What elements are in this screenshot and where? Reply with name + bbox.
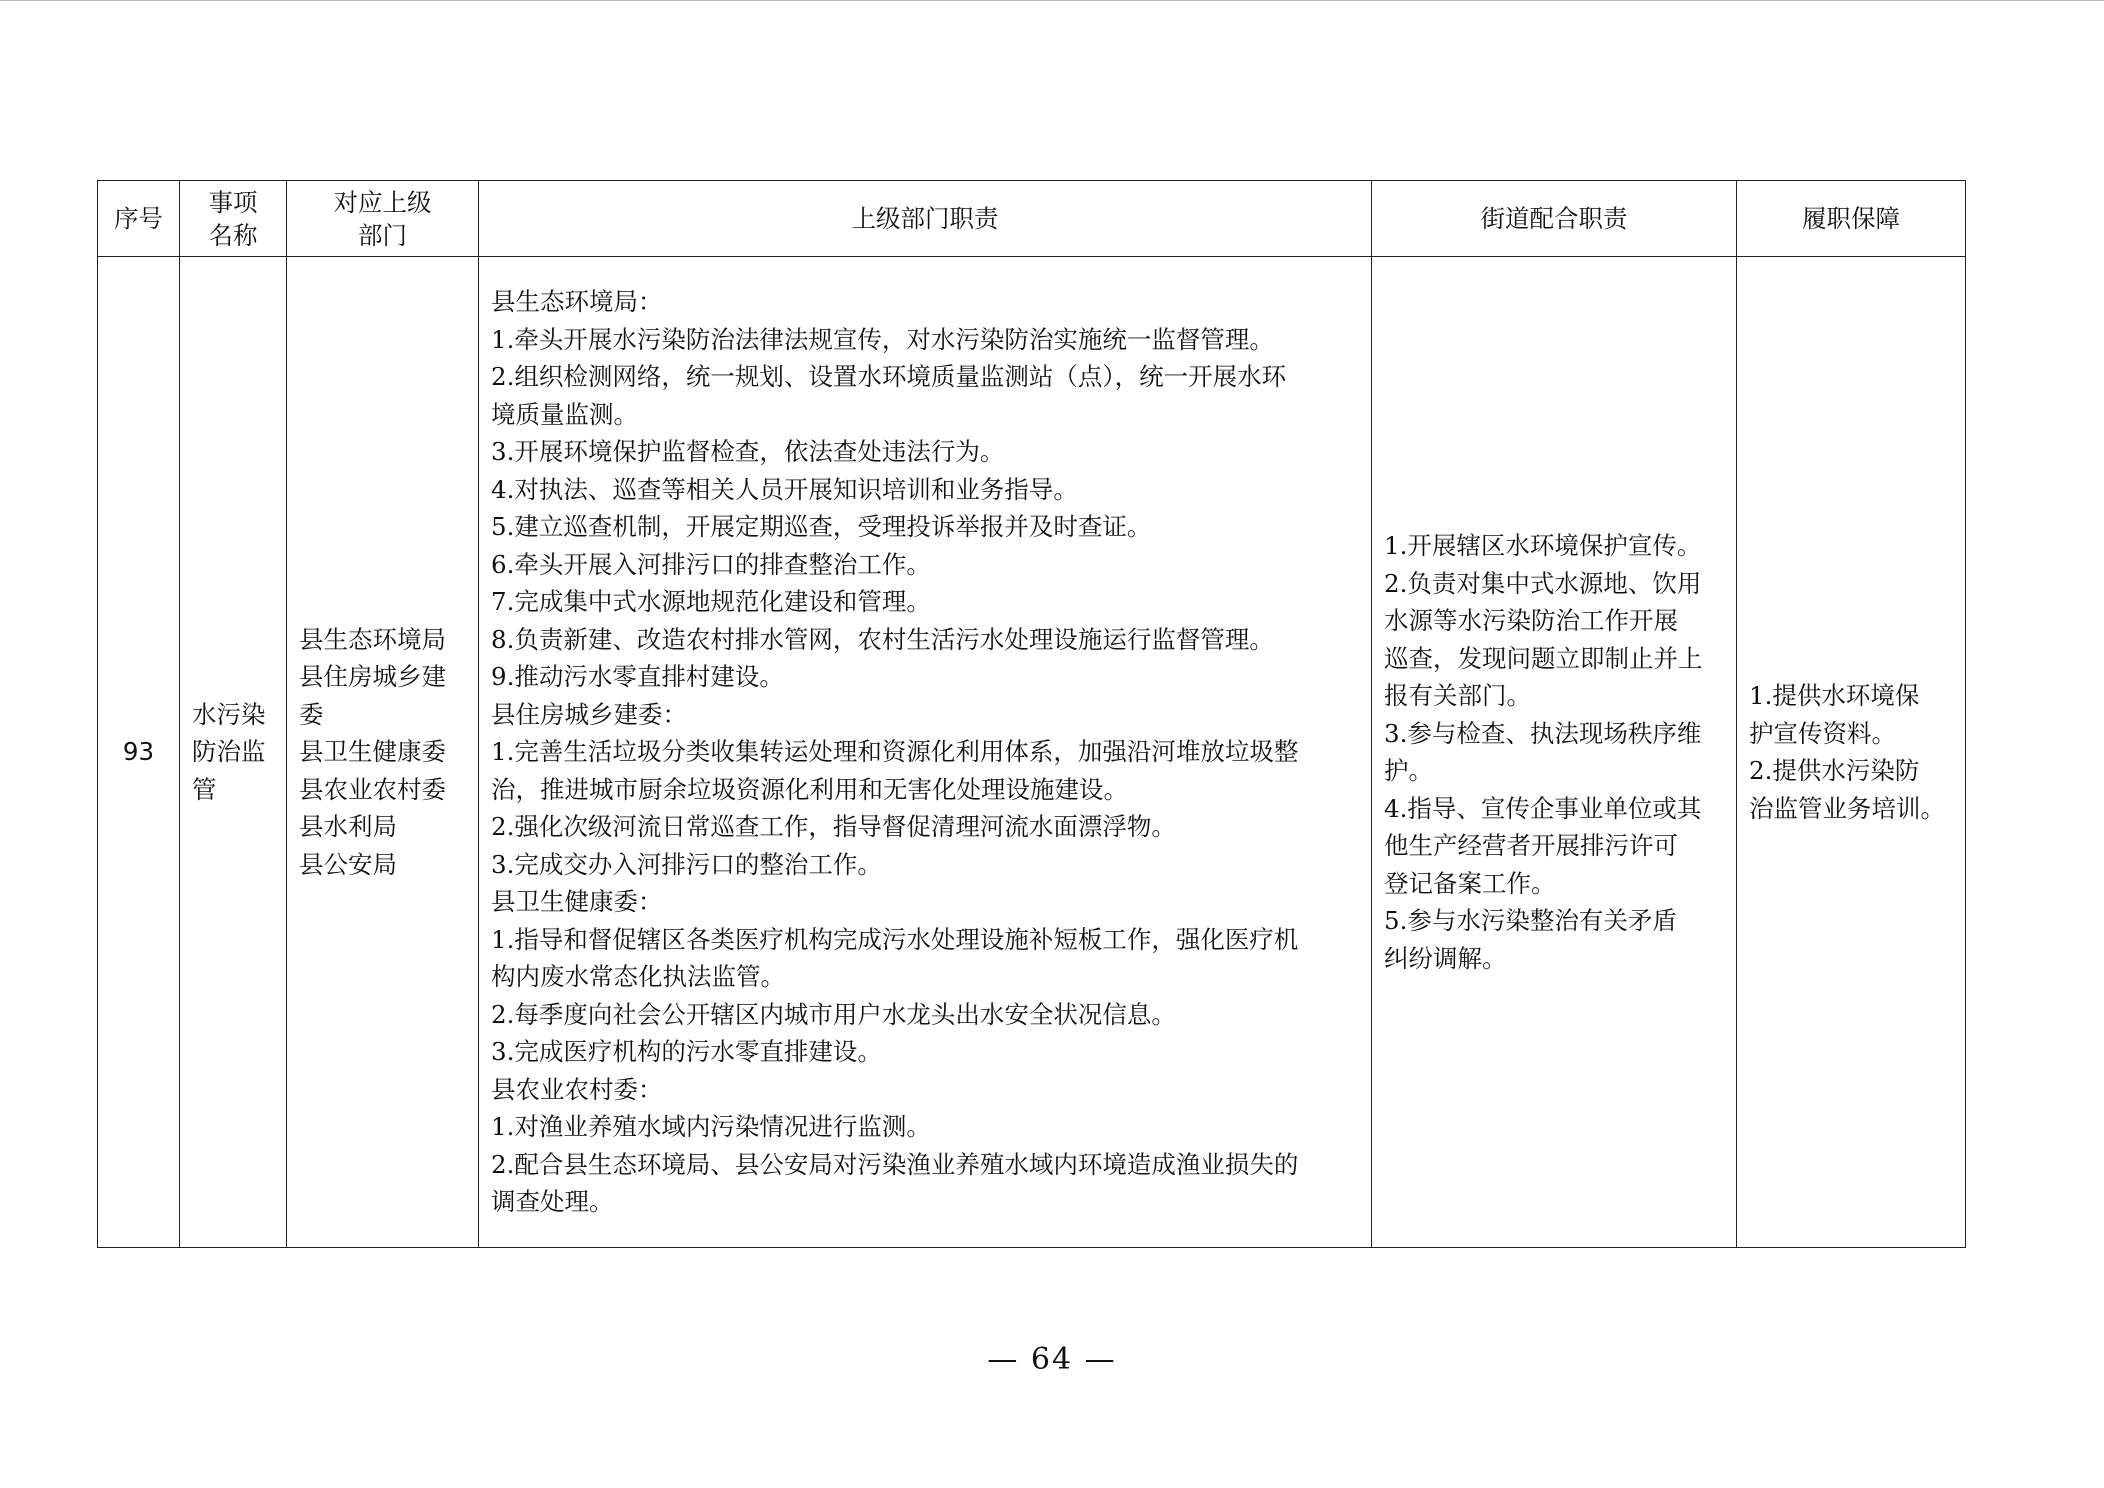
header-superior-dept [287, 181, 479, 257]
item-name-cell [180, 257, 287, 1248]
dept-line: 县住房城乡建 [299, 662, 446, 692]
duty-line: 1.完善生活垃圾分类收集转运处理和资源化利用体系，加强沿河堆放垃圾整 [491, 737, 1299, 767]
item-name-line: 水污染 [192, 699, 266, 729]
street-duty-line: 登记备案工作。 [1384, 868, 1556, 898]
duty-line: 6.牵头开展入河排污口的排查整治工作。 [491, 549, 931, 579]
duty-line: 3.开展环境保护监督检查，依法查处违法行为。 [491, 437, 1005, 467]
street-duty-line: 水源等水污染防治工作开展 [1384, 606, 1678, 635]
header-street-duties: 街道配合职责 [1372, 181, 1737, 257]
duty-line: 1.牵头开展水污染防治法律法规宣传，对水污染防治实施统一监督管理。 [491, 324, 1274, 354]
street-duty-line: 护。 [1384, 756, 1433, 785]
dept-line: 县农业农村委 [299, 774, 446, 804]
dept-line: 县公安局 [299, 849, 397, 879]
duty-line: 县农业农村委： [491, 1074, 663, 1104]
street-duty-line: 2.负责对集中式水源地、饮用 [1384, 568, 1702, 598]
table-header [98, 181, 1966, 257]
duty-line: 2.配合县生态环境局、县公安局对污染渔业养殖水域内环境造成渔业损失的 [491, 1149, 1299, 1179]
duty-line: 构内废水常态化执法监管。 [491, 962, 785, 992]
page-number: — 64 — [987, 1342, 1117, 1377]
duty-line: 1.指导和督促辖区各类医疗机构完成污水处理设施补短板工作，强化医疗机 [491, 924, 1299, 954]
duty-table [97, 180, 1966, 1248]
duty-line: 8.负责新建、改造农村排水管网，农村生活污水处理设施运行监督管理。 [491, 624, 1274, 654]
dept-line: 县卫生健康委 [299, 737, 446, 767]
item-name-line: 管 [192, 774, 217, 804]
header-row [98, 181, 1966, 257]
duty-line: 治，推进城市厨余垃圾资源化利用和无害化处理设施建设。 [491, 774, 1128, 804]
header-guarantee: 履职保障 [1737, 181, 1966, 257]
duty-line: 县卫生健康委： [491, 887, 663, 917]
header-item-name [180, 181, 287, 257]
duty-line: 2.组织检测网络，统一规划、设置水环境质量监测站（点），统一开展水环 [491, 362, 1287, 392]
header-superior-duties: 上级部门职责 [479, 181, 1372, 257]
duty-line: 3.完成医疗机构的污水零直排建设。 [491, 1037, 882, 1067]
duty-line: 7.完成集中式水源地规范化建设和管理。 [491, 587, 931, 617]
item-name-line: 防治监 [192, 737, 266, 767]
street-duties-cell [1372, 257, 1737, 1248]
street-duty-line: 1.开展辖区水环境保护宣传。 [1384, 531, 1702, 560]
street-duty-line: 纠纷调解。 [1384, 943, 1507, 973]
guarantee-cell [1737, 257, 1966, 1248]
table-row [98, 257, 1966, 1248]
superior-duties-cell [479, 257, 1372, 1248]
street-duty-line: 巡查，发现问题立即制止并上 [1384, 643, 1703, 673]
guarantee-line: 治监管业务培训。 [1749, 793, 1945, 823]
guarantee-line: 护宣传资料。 [1749, 718, 1896, 748]
duty-line: 县住房城乡建委： [491, 699, 687, 729]
street-duty-line: 他生产经营者开展排污许可 [1384, 831, 1678, 860]
dept-line: 县生态环境局 [299, 624, 446, 654]
duty-line: 2.强化次级河流日常巡查工作，指导督促清理河流水面漂浮物。 [491, 812, 1176, 842]
dept-line: 县水利局 [299, 812, 397, 842]
street-duty-line: 报有关部门。 [1384, 681, 1531, 710]
header-number: 序号 [98, 181, 180, 257]
duty-line: 3.完成交办入河排污口的整治工作。 [491, 849, 882, 879]
superior-dept-cell [287, 257, 479, 1248]
guarantee-line: 2.提供水污染防 [1749, 756, 1920, 785]
header-item-name-line: 名称 [208, 220, 258, 250]
duty-line: 1.对渔业养殖水域内污染情况进行监测。 [491, 1112, 931, 1142]
street-duty-line: 4.指导、宣传企事业单位或其 [1384, 793, 1702, 823]
duty-line: 调查处理。 [491, 1187, 614, 1217]
duty-line: 2.每季度向社会公开辖区内城市用户水龙头出水安全状况信息。 [491, 999, 1176, 1029]
duty-line: 9.推动污水零直排村建设。 [491, 662, 784, 692]
header-item-name-line: 事项 [208, 187, 258, 217]
header-superior-dept-line: 对应上级 [333, 187, 432, 217]
top-rule [0, 0, 2104, 1]
row-number: 93 [98, 257, 180, 1248]
guarantee-line: 1.提供水环境保 [1749, 681, 1920, 710]
street-duty-line: 5.参与水污染整治有关矛盾 [1384, 906, 1677, 935]
dept-line: 委 [299, 699, 324, 729]
duty-line: 境质量监测。 [491, 399, 638, 429]
duty-line: 5.建立巡查机制，开展定期巡查，受理投诉举报并及时查证。 [491, 512, 1152, 542]
street-duty-line: 3.参与检查、执法现场秩序维 [1384, 718, 1702, 748]
duty-line: 县生态环境局： [491, 287, 663, 317]
header-superior-dept-line: 部门 [358, 220, 407, 250]
duty-line: 4.对执法、巡查等相关人员开展知识培训和业务指导。 [491, 474, 1078, 504]
